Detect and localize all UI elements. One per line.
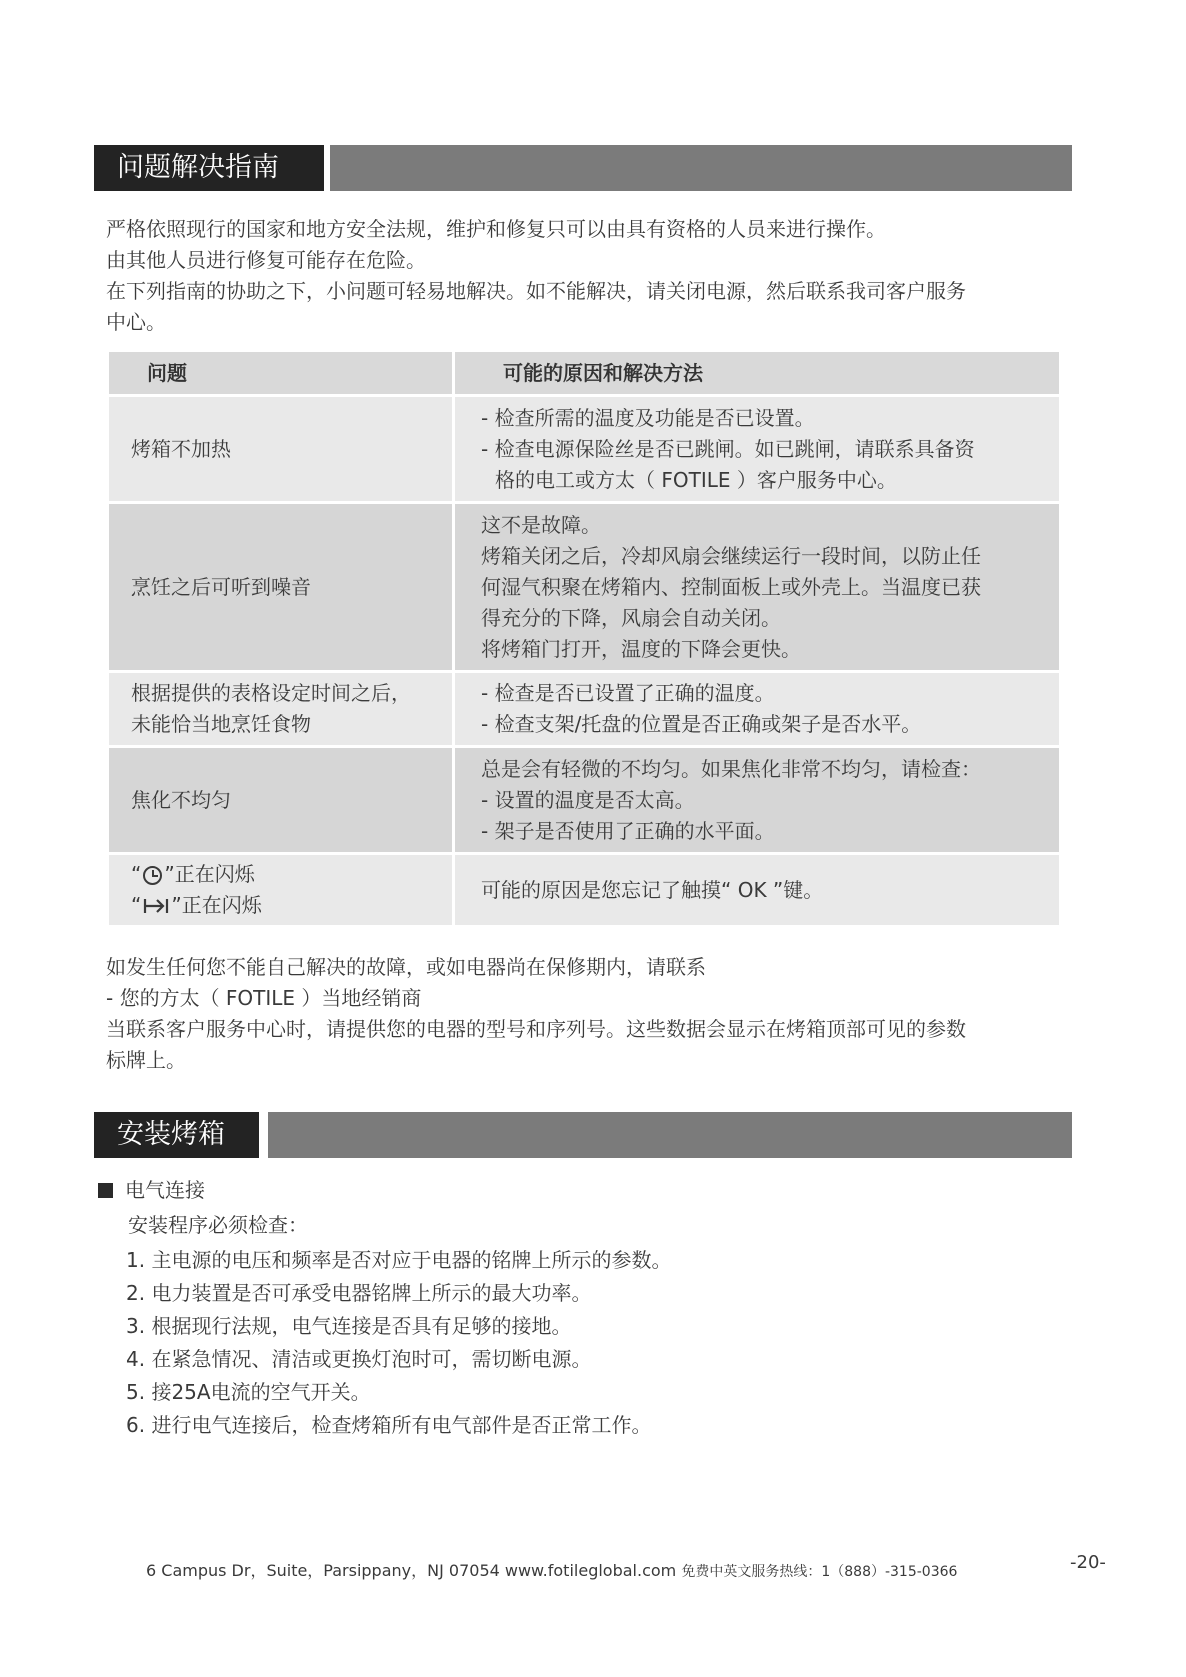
install-item-4: 4. 在紧急情况、清洁或更换灯泡时可，需切断电源。 bbox=[126, 1347, 592, 1371]
problem-cell bbox=[108, 672, 454, 747]
solution-cell bbox=[454, 854, 1061, 927]
solution-line: 得充分的下降，风扇会自动关闭。 bbox=[481, 605, 781, 630]
solution-line: - 设置的温度是否太高。 bbox=[481, 787, 695, 812]
solution-line: - 检查支架/托盘的位置是否正确或架子是否水平。 bbox=[481, 712, 922, 736]
intro-line-1: 严格依照现行的国家和地方安全法规，维护和修复只可以由具有资格的人员来进行操作。 bbox=[106, 217, 886, 241]
blinking-text: ”正在闪烁 bbox=[164, 862, 255, 886]
solution-line: 可能的原因是您忘记了触摸“ OK ”键。 bbox=[481, 877, 824, 902]
footer-address: 6 Campus Dr，Suite，Parsippany，NJ 07054 www.fotileglobal.com bbox=[146, 1561, 677, 1580]
solution-line: 格的电工或方太（ FOTILE ）客户服务中心。 bbox=[495, 467, 897, 492]
problem-text: 根据提供的表格设定时间之后， bbox=[131, 681, 411, 705]
table-row bbox=[108, 854, 1061, 927]
problem-cell bbox=[108, 503, 454, 672]
solution-line: - 检查是否已设置了正确的温度。 bbox=[481, 681, 775, 705]
solution-line: - 架子是否使用了正确的水平面。 bbox=[481, 818, 775, 843]
problem-text: 烤箱不加热 bbox=[131, 436, 231, 461]
solution-cell bbox=[454, 747, 1061, 854]
install-item-2: 2. 电力装置是否可承受电器铭牌上所示的最大功率。 bbox=[126, 1281, 592, 1305]
table-header-problem bbox=[108, 351, 454, 396]
table-row bbox=[108, 396, 1061, 503]
bullet-square-icon bbox=[98, 1183, 113, 1198]
after-line-4: 标牌上。 bbox=[106, 1048, 186, 1072]
intro-line-4: 中心。 bbox=[106, 310, 166, 334]
solution-line: 烤箱关闭之后，冷却风扇会继续运行一段时间，以防止任 bbox=[481, 543, 981, 568]
table-header-solution bbox=[454, 351, 1061, 396]
section-title: 问题解决指南 bbox=[94, 145, 324, 191]
open-quote: “ bbox=[131, 862, 142, 886]
install-item-5: 5. 接25A电流的空气开关。 bbox=[126, 1380, 371, 1404]
problem-text bbox=[131, 859, 452, 890]
section-header-bar bbox=[268, 1112, 1072, 1158]
problem-text: 未能恰当地烹饪食物 bbox=[131, 712, 311, 736]
subhead-electrical bbox=[98, 1175, 205, 1206]
problem-text: 焦化不均匀 bbox=[131, 787, 231, 812]
problem-cell bbox=[108, 854, 454, 927]
problem-text: 烹饪之后可听到噪音 bbox=[131, 574, 311, 599]
footer-hotline: 免费中英文服务热线：1（888）-315-0366 bbox=[681, 1564, 958, 1580]
section-header-install bbox=[94, 1112, 1072, 1158]
solution-line: - 检查所需的温度及功能是否已设置。 bbox=[481, 405, 815, 430]
after-line-3: 当联系客户服务中心时，请提供您的电器的型号和序列号。这些数据会显示在烤箱顶部可见的参数 bbox=[106, 1017, 966, 1041]
install-lead: 安装程序必须检查： bbox=[128, 1213, 308, 1237]
solution-line: - 检查电源保险丝是否已跳闸。如已跳闸，请联系具备资 bbox=[481, 436, 975, 461]
intro-line-3: 在下列指南的协助之下，小问题可轻易地解决。如不能解决，请关闭电源，然后联系我司客户服务 bbox=[106, 279, 966, 303]
timer-end-icon bbox=[143, 897, 169, 915]
table-row bbox=[108, 503, 1061, 672]
subhead-text: 电气连接 bbox=[125, 1178, 205, 1202]
troubleshooting-table bbox=[106, 349, 1062, 928]
footer bbox=[146, 1559, 957, 1584]
header-label: 可能的原因和解决方法 bbox=[503, 360, 703, 385]
blinking-text: ”正在闪烁 bbox=[171, 893, 262, 917]
after-line-2: - 您的方太（ FOTILE ）当地经销商 bbox=[106, 986, 422, 1010]
solution-line: 将烤箱门打开，温度的下降会更快。 bbox=[481, 636, 801, 661]
intro-line-2: 由其他人员进行修复可能存在危险。 bbox=[106, 248, 426, 272]
section-header-bar bbox=[330, 145, 1072, 191]
solution-line: 这不是故障。 bbox=[481, 512, 601, 537]
problem-cell bbox=[108, 396, 454, 503]
section-title: 安装烤箱 bbox=[94, 1112, 259, 1158]
solution-cell bbox=[454, 672, 1061, 747]
solution-line: 何湿气积聚在烤箱内、控制面板上或外壳上。当温度已获 bbox=[481, 574, 981, 599]
section-header-troubleshooting bbox=[94, 145, 1072, 191]
header-label: 问题 bbox=[147, 360, 187, 385]
after-line-1: 如发生任何您不能自己解决的故障，或如电器尚在保修期内，请联系 bbox=[106, 955, 706, 979]
install-item-3: 3. 根据现行法规，电气连接是否具有足够的接地。 bbox=[126, 1314, 572, 1338]
open-quote: “ bbox=[131, 893, 142, 917]
solution-line: 总是会有轻微的不均匀。如果焦化非常不均匀，请检查： bbox=[481, 756, 981, 781]
solution-cell bbox=[454, 396, 1061, 503]
install-item-1: 1. 主电源的电压和频率是否对应于电器的铭牌上所示的参数。 bbox=[126, 1248, 672, 1272]
page-number: -20- bbox=[1070, 1552, 1106, 1573]
problem-text bbox=[131, 890, 452, 921]
install-item-6: 6. 进行电气连接后，检查烤箱所有电气部件是否正常工作。 bbox=[126, 1413, 652, 1437]
table-row bbox=[108, 672, 1061, 747]
clock-icon bbox=[143, 866, 162, 885]
problem-cell bbox=[108, 747, 454, 854]
table-row bbox=[108, 747, 1061, 854]
solution-cell bbox=[454, 503, 1061, 672]
